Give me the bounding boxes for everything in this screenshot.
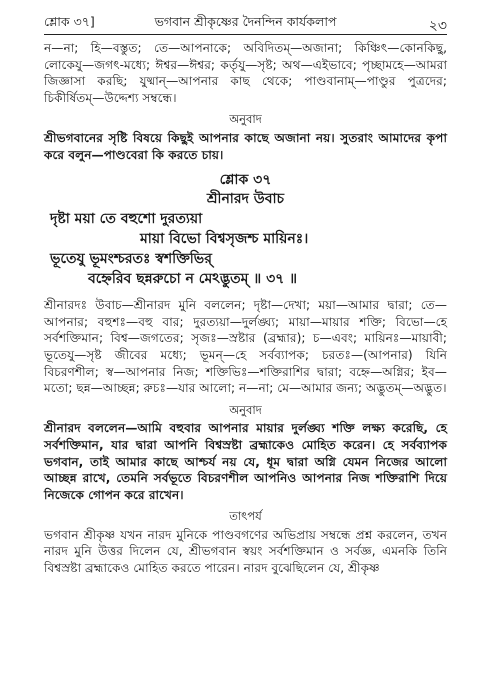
synonyms-previous: ন—না; হি—বস্তুত; তে—আপনাকে; অবিদিতম্—অজানা; কিঞ্চিৎ—কোনকিছু, লোকেযু—জগৎ-মধ্যে; ঈশ্বর—ঈশ্বর; কর্তৃযু—সৃষ্ট; অথ—এইভাবে; পৃচ্ছামহে—আমরা জিজ্ঞাসা করছি; যুষ্মান্—আপনার কাছ থেকে; পাণ্ডবানাম্—পাণ্ডুর পুত্রদের; চিকীর্ষিতম্—উদ্দেশ্য সম্বন্ধে।: [44, 41, 447, 105]
sloka-heading: শ্লোক ৩৭: [219, 172, 272, 189]
verse-line-3: ভূতেযু ভূমংশ্চরতঃ স্বশক্তিভির্: [50, 251, 212, 268]
speaker-line: শ্রীনারদ উবাচ: [206, 191, 285, 208]
verse-line-2: মায়া বিভো বিশ্বসৃজশ্চ মায়িনঃ।: [140, 231, 309, 248]
verse-reference: শ্লোক ৩৭]: [44, 14, 95, 29]
synonyms-verse: শ্রীনারদঃ উবাচ—শ্রীনারদ মুনি বললেন; দৃষ্টা—দেখা; ময়া—আমার দ্বারা; তে—আপনার; বহুশঃ—বহু বার; দুরত্যয়া—দুর্লঙ্ঘ্য; মায়া—মায়ার শক্তি; বিভো—হে সর্বশক্তিমান; বিশ্ব—জগতের; সৃজঃ—স্রষ্টার (ব্রহ্মার); চ—এবং; মায়িনঃ—মায়াবী; ভূতেযু—সৃষ্ট জীবের মধ্যে; ভূমন্—হে সর্বব্যাপক; চরতঃ—(আপনার) যিনি বিচরণশীল; স্ব—আপনার নিজ; শক্তিভিঃ—শক্তিরাশির দ্বারা; বহ্নে—অগ্নির; ইব—মতো; ছন্ন—আচ্ছন্ন; রুচঃ—যার আলো; ন—না; মে—আমার জন্য; অদ্ভুতম্—অদ্ভুত।: [44, 298, 447, 396]
purport-text: ভগবান শ্রীকৃষ্ণ যখন নারদ মুনিকে পাণ্ডবগণের অভিপ্রায় সম্বন্ধে প্রশ্ন করলেন, তখন নারদ মুনি উত্তর দিলেন যে, শ্রীভগবান স্বয়ং সর্বশক্তিমান ও সর্বজ্ঞ, এমনকি তিনি বিশ্বস্রষ্টা ব্রহ্মাকেও মোহিত করতে পারেন। নারদ বুঝেছিলেন যে, শ্রীকৃষ্ণ: [44, 527, 447, 576]
page-content: [44, 40, 447, 577]
header-rule: [44, 34, 447, 35]
chapter-title: ভগবান শ্রীকৃষ্ণের দৈনন্দিন কার্যকলাপ: [154, 14, 337, 29]
sanskrit-verse: [44, 209, 447, 289]
translation-previous: শ্রীভগবানের সৃষ্টি বিষয়ে কিছুই আপনার কাছে অজানা নয়। সুতরাং আমাদের কৃপা করে বলুন—পাণ্ডবেরা কি করতে চায়।: [44, 130, 447, 162]
page-number: ২৩: [428, 18, 447, 34]
translation-verse: শ্রীনারদ বললেন—আমি বহুবার আপনার মায়ার দুর্লঙ্ঘ্য শক্তি লক্ষ্য করেছি, হে সর্বশক্তিমান, যার দ্বারা আপনি বিশ্বস্রষ্টা ব্রহ্মাকেও মোহিত করেন। হে সর্বব্যাপক ভগবান, তাই আমার কাছে আশ্চর্য নয় যে, ধূম দ্বারা অগ্নি যেমন নিজের আলো আচ্ছন্ন রাখে, তেমনি সর্বভূতে বিচরণশীল আপনিও আপনার নিজ শক্তিরাশি দিয়ে নিজেকে গোপন করে রাখেন।: [44, 421, 447, 502]
verse-line-4: বহ্নেরিব ছন্নরুচো ন মেঽদ্ভুতম্ ॥ ৩৭ ॥: [88, 271, 298, 288]
verse-line-1: দৃষ্টা ময়া তে বহুশো দুরত্যয়া: [50, 211, 203, 228]
purport-heading: তাৎপর্য: [229, 509, 262, 524]
translation-heading: অনুবাদ: [229, 112, 262, 127]
page-header: [44, 14, 447, 36]
translation-heading-2: অনুবাদ: [229, 402, 262, 417]
